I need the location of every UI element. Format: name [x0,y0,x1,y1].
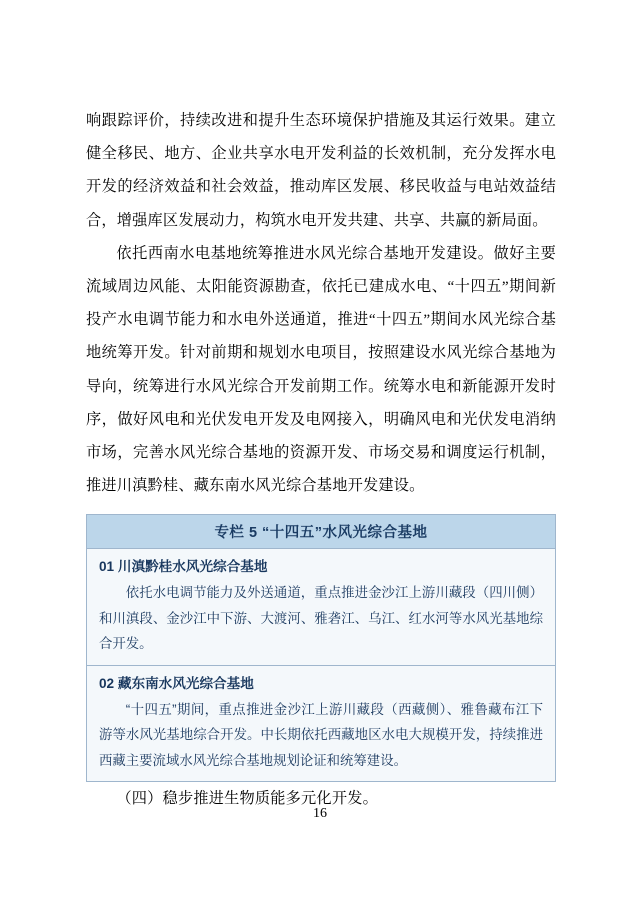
callout-box-title: 专栏 5 “十四五”水风光综合基地 [87,515,555,549]
page-content [86,104,556,816]
callout-section-2-heading: 02 藏东南水风光综合基地 [99,675,254,691]
callout-section-1 [87,549,555,666]
callout-section-1-heading: 01 川滇黔桂水风光综合基地 [99,559,268,575]
callout-box [86,514,556,782]
paragraph-1: 响跟踪评价，持续改进和提升生态环境保护措施及其运行效果。建立健全移民、地方、企业共享水电开发利益的长效机制，充分发挥水电开发的经济效益和社会效益，推动库区发展、移民收益与电站效益结合，增强库区发展动力，构筑水电开发共建、共享、共赢的新局面。 [86,112,556,229]
closing-paragraph: （四）稳步推进生物质能多元化开发。 [116,790,378,808]
page-number: 16 [313,806,327,821]
callout-section-2 [87,666,555,782]
callout-section-1-text: 依托水电调节能力及外送通道，重点推进金沙江上游川藏段（四川侧）和川滇段、金沙江中下游、大渡河、雅砻江、乌江、红水河等水风光基地综合开发。 [99,585,543,652]
paragraph-2: 依托西南水电基地统筹推进水风光综合基地开发建设。做好主要流域周边风能、太阳能资源勘查，依托已建成水电、“十四五”期间新投产水电调节能力和水电外送通道，推进“十四五”期间水风光综合基地统筹开发。针对前期和规划水电项目，按照建设水风光综合基地为导向，统筹进行水风光综合开发前期工作。统筹水电和新能源开发时序，做好风电和光伏发电开发及电网接入，明确风电和光伏发电消纳市场，完善水风光综合基地的资源开发、市场交易和调度运行机制，推进川滇黔桂、藏东南水风光综合基地开发建设。 [86,244,556,495]
callout-section-2-text: “十四五”期间，重点推进金沙江上游川藏段（西藏侧）、雅鲁藏布江下游等水风光基地综合开发。中长期依托西藏地区水电大规模开发，持续推进西藏主要流域水风光综合基地规划论证和统筹建设。 [99,701,543,768]
